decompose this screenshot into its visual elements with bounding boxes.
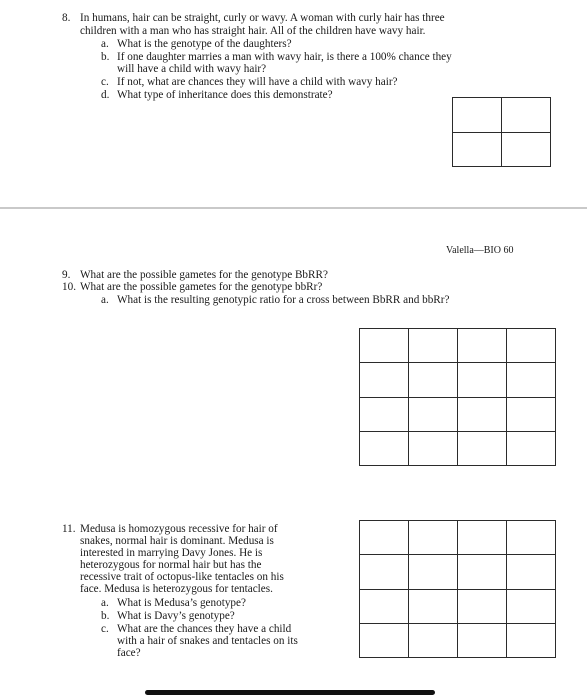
punnett-cell — [409, 555, 458, 589]
punnett-cell — [409, 521, 458, 555]
q8a-text: What is the genotype of the daughters? — [117, 38, 292, 50]
punnett-cell — [507, 397, 556, 431]
punnett-cell — [409, 623, 458, 657]
q8b-text-line2: will have a child with wavy hair? — [117, 63, 267, 75]
punnett-cell — [502, 98, 551, 133]
q11c-text-line2: with a hair of snakes and tentacles on its — [117, 635, 298, 647]
punnett-cell — [507, 521, 556, 555]
q11-number: 11. — [62, 523, 76, 535]
punnett-square-4x4-q11 — [359, 520, 556, 658]
q8-text-line2: children with a man who has straight hair. All of the children have wavy hair. — [80, 25, 426, 37]
q8d-label: d. — [101, 89, 110, 101]
q10a-label: a. — [101, 294, 109, 306]
q9-number: 9. — [62, 269, 71, 281]
punnett-cell — [502, 132, 551, 167]
punnett-cell — [507, 623, 556, 657]
home-indicator-bar[interactable] — [145, 690, 435, 695]
q10-number: 10. — [62, 281, 76, 293]
q11b-text: What is Davy’s genotype? — [117, 610, 235, 622]
punnett-cell — [507, 363, 556, 397]
q8-number: 8. — [62, 12, 71, 24]
q11c-label: c. — [101, 623, 109, 635]
q11c-text-line1: What are the chances they have a child — [117, 623, 292, 635]
punnett-cell — [409, 397, 458, 431]
punnett-cell — [458, 363, 507, 397]
page-separator — [0, 207, 587, 209]
punnett-cell — [360, 363, 409, 397]
q8a-label: a. — [101, 38, 109, 50]
punnett-square-4x4-q10 — [359, 328, 556, 466]
punnett-cell — [458, 589, 507, 623]
q11c-text-line3: face? — [117, 647, 141, 659]
q8d-text: What type of inheritance does this demonstrate? — [117, 89, 333, 101]
punnett-cell — [458, 521, 507, 555]
q8-text-line1: In humans, hair can be straight, curly or wavy. A woman with curly hair has three — [80, 12, 445, 24]
q11-text-line: heterozygous for normal hair but has the — [80, 559, 262, 571]
punnett-cell — [507, 329, 556, 363]
punnett-cell — [360, 555, 409, 589]
worksheet-page-1 — [0, 0, 587, 207]
punnett-cell — [507, 431, 556, 465]
punnett-cell — [360, 431, 409, 465]
q11-text-line: Medusa is homozygous recessive for hair of — [80, 523, 278, 535]
q8c-label: c. — [101, 76, 109, 88]
punnett-cell — [453, 132, 502, 167]
punnett-cell — [458, 431, 507, 465]
punnett-cell — [458, 555, 507, 589]
punnett-cell — [507, 555, 556, 589]
header-course-label: Valella—BIO 60 — [446, 245, 514, 256]
q11a-text: What is Medusa’s genotype? — [117, 597, 246, 609]
punnett-cell — [360, 623, 409, 657]
q11a-label: a. — [101, 597, 109, 609]
q10a-text: What is the resulting genotypic ratio for a cross between BbRR and bbRr? — [117, 294, 450, 306]
punnett-square-2x2 — [452, 97, 551, 167]
q9-text: What are the possible gametes for the genotype BbRR? — [80, 269, 328, 281]
punnett-cell — [409, 363, 458, 397]
q11-text-line: interested in marrying Davy Jones. He is — [80, 547, 263, 559]
punnett-cell — [458, 329, 507, 363]
q8b-text-line1: If one daughter marries a man with wavy hair, is there a 100% chance they — [117, 51, 452, 63]
q8c-text: If not, what are chances they will have a child with wavy hair? — [117, 76, 398, 88]
punnett-cell — [409, 329, 458, 363]
punnett-cell — [458, 397, 507, 431]
q8b-label: b. — [101, 51, 110, 63]
punnett-cell — [409, 431, 458, 465]
punnett-cell — [453, 98, 502, 133]
q11-text-line: snakes, normal hair is dominant. Medusa is — [80, 535, 274, 547]
punnett-cell — [507, 589, 556, 623]
punnett-cell — [409, 589, 458, 623]
q11b-label: b. — [101, 610, 110, 622]
q11-text-line: recessive trait of octopus-like tentacles on his — [80, 571, 284, 583]
punnett-cell — [360, 329, 409, 363]
punnett-cell — [360, 397, 409, 431]
q11-text-line: face. Medusa is heterozygous for tentacles. — [80, 583, 273, 595]
punnett-cell — [360, 521, 409, 555]
punnett-cell — [360, 589, 409, 623]
q10-text: What are the possible gametes for the genotype bbRr? — [80, 281, 323, 293]
punnett-cell — [458, 623, 507, 657]
